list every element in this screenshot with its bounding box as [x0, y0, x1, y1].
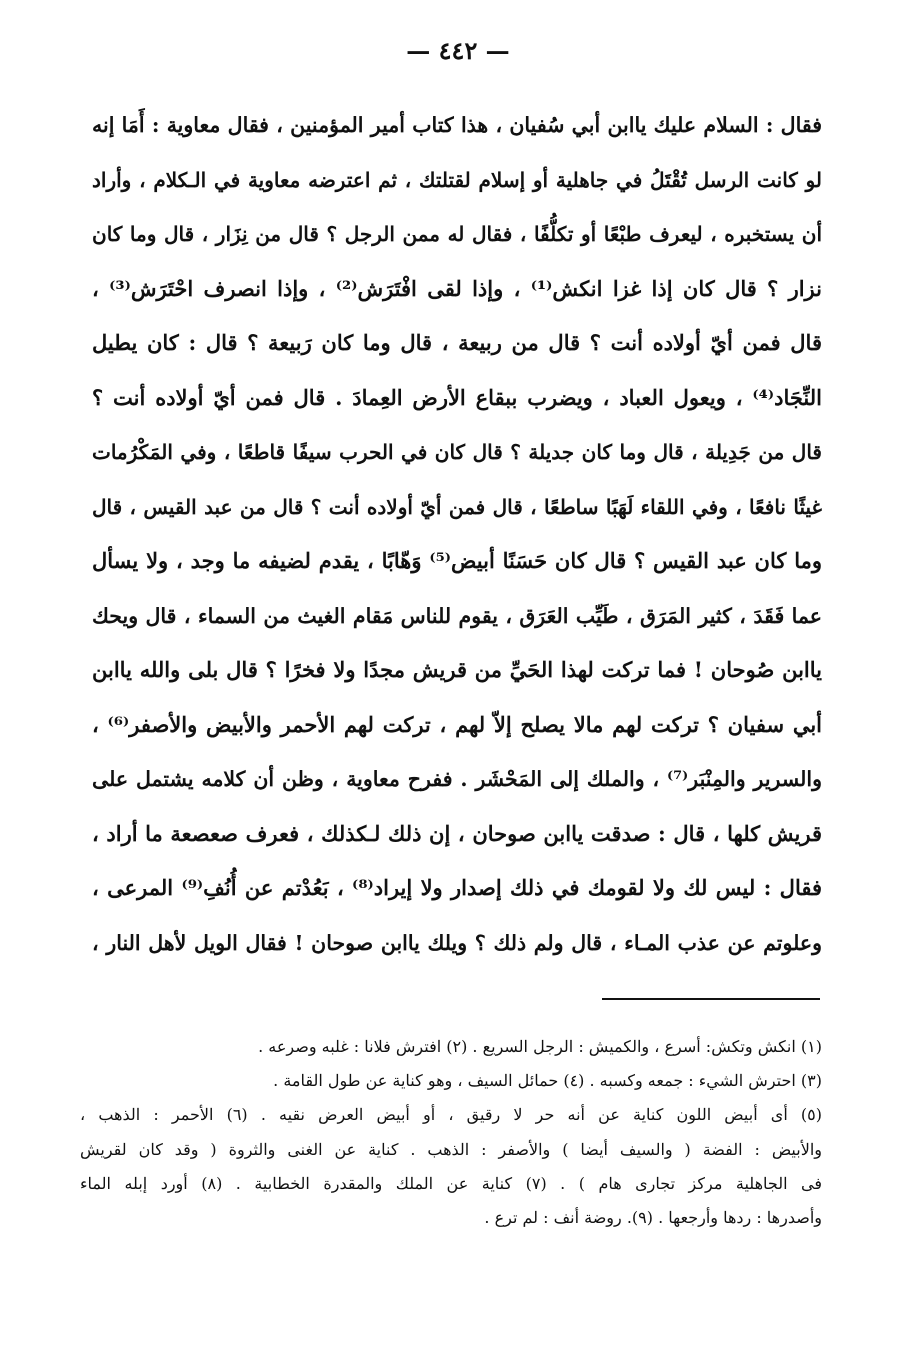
text-line: نزار ؟ قال كان إذا غزا انكش⁽¹⁾ ، وإذا لقى افْتَرَش⁽²⁾ ، وإذا انصرف احْتَرَش⁽³⁾ ،: [92, 275, 822, 301]
text-line: فقال : السلام عليك ياابن أبي سُفيان ، هذا كتاب أمير المؤمنين ، فقال معاوية : أَمَا إنه: [92, 113, 822, 137]
footnote-line: (١) انكش وتكش: أسرع ، والكميش : الرجل السريع . (٢) افترش فلانا : غلبه وصرعه .: [258, 1037, 822, 1056]
text-line: فقال : ليس لك ولا لقومك في ذلك إصدار ولا إيراد⁽⁸⁾ ، بَعُدْتم عن أُنُفِ⁽⁹⁾ المرعى ،: [92, 875, 822, 900]
page-number: — ٤٤٢ —: [406, 36, 510, 65]
text-line: قريش كلها ، قال : صدقت ياابن صوحان ، إن ذلك لـكذلك ، فعرف صعصعة ما أراد ،: [92, 820, 822, 846]
footnote-separator: [602, 998, 820, 1000]
text-line: قال فمن أيّ أولاده أنت ؟ قال من ربيعة ، قال وما كان رَبيعة ؟ قال : كان يطيل: [92, 330, 822, 355]
footnote-line: (٣) احترش الشيء : جمعه وكسبه . (٤) حمائل السيف ، وهو كناية عن طول القامة .: [273, 1071, 822, 1091]
footnote-line: والأبيض : الفضة ( والسيف أيضا ) والأصفر : الذهب . كناية عن الغنى والثروة ( وقد كان لقريش: [80, 1139, 822, 1159]
footnote-line: فى الجاهلية مركز تجارى هام ) . (٧) كناية عن الملك والمقدرة الخطابية . (٨) أورد إبله الماء: [80, 1173, 822, 1193]
text-line: قال من جَدِيلة ، قال وما كان جديلة ؟ قال كان في الحرب سيفًا قاطعًا ، وفي المَكْرُمات: [92, 440, 822, 464]
text-line: لو كانت الرسل تُقْتَلُ في جاهلية أو إسلام لقتلتك ، ثم اعترضه معاوية في الـكلام ، وأراد: [92, 167, 822, 192]
text-line: عما فَقَدَ ، كثير المَرَق ، طَيِّب العَرَق ، يقوم للناس مَقام الغيث من السماء ، قال ويحك: [92, 603, 822, 628]
text-line: أبي سفيان ؟ تركت لهم مالا يصلح إلاّ لهم ، تركت لهم الأحمر والأبيض والأصفر⁽⁶⁾ ،: [92, 711, 822, 737]
text-line: أن يستخبره ، ليعرف طبْعًا أو تكلُّفًا ، فقال له ممن الرجل ؟ قال من نِزَار ، قال وما كان: [92, 222, 822, 246]
text-line: النِّجَاد⁽⁴⁾ ، ويعول العباد ، ويضرب ببقاع الأرض العِمادَ . قال فمن أيّ أولاده أنت ؟: [92, 384, 822, 410]
footnote-line: وأصدرها : ردها وأرجعها . (٩). روضة أنف : لم ترع .: [484, 1207, 822, 1227]
text-line: غيثًا نافعًا ، وفي اللقاء لَهَبًا ساطعًا ، قال فمن أيّ أولاده أنت ؟ قال من عبد القيس ، قال: [92, 494, 822, 519]
text-line: وما كان عبد القيس ؟ قال كان حَسَنًا أبيض⁽⁵⁾ وَهّابًا ، يقدم لضيفه ما وجد ، ولا يسأل: [92, 548, 822, 573]
footnotes: [80, 1030, 822, 1235]
text-line: ياابن صُوحان ! فما تركت لهذا الحَيِّ من قريش مجدًا ولا فخرًا ؟ قال بلى والله ياابن: [92, 657, 822, 682]
main-text: [92, 98, 822, 970]
text-line: والسرير والمِنْبَر⁽⁷⁾ ، والملك إلى المَحْشَر . ففرح معاوية ، وظن أن كلامه يشتمل على: [92, 767, 822, 791]
text-line: وعلوتم عن عذب المـاء ، قال ولم ذلك ؟ ويلك ياابن صوحان ! فقال الويل لأهل النار ،: [92, 930, 822, 955]
footnote-line: (٥) أى أبيض اللون كناية عن أنه حر لا رقيق ، أو أبيض العرض نقيه . (٦) الأحمر : الذهب ،: [80, 1105, 822, 1125]
